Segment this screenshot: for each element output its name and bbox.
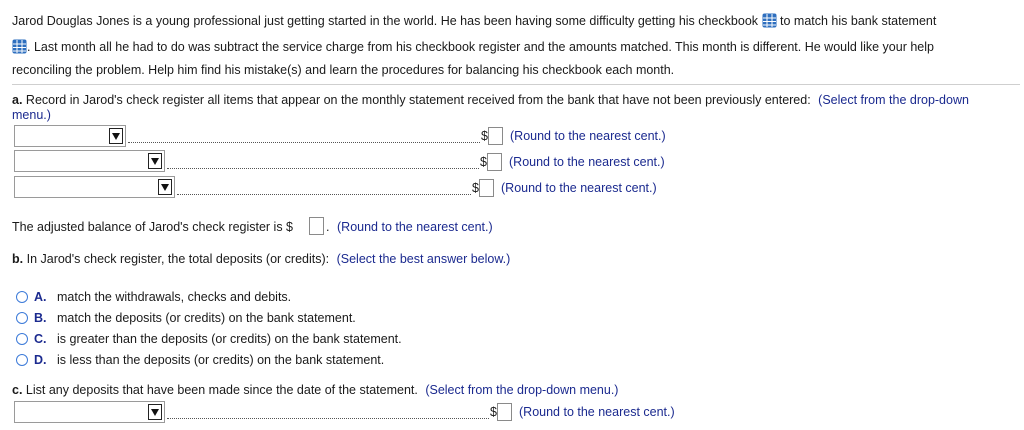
part-b-question: b. In Jarod's check register, the total deposits (or credits): (Select the best answer below.)	[12, 252, 511, 266]
leader-dots	[167, 418, 489, 419]
option-text-c[interactable]: is greater than the deposits (or credits) on the bank statement.	[57, 332, 402, 346]
amount-input-1[interactable]	[488, 127, 503, 145]
leader-dots	[128, 142, 480, 143]
deposit-select[interactable]	[14, 401, 165, 423]
dropdown-arrow-icon	[148, 153, 162, 169]
radio-option-c[interactable]	[16, 333, 28, 345]
option-text-d[interactable]: is less than the deposits (or credits) on the bank statement.	[57, 353, 385, 367]
dropdown-arrow-icon	[109, 128, 123, 144]
currency-symbol: $	[480, 155, 487, 169]
option-text-a[interactable]: match the withdrawals, checks and debits.	[57, 290, 292, 304]
register-item-select-1[interactable]	[14, 125, 126, 147]
option-letter: A.	[34, 290, 47, 304]
intro-line-2: . Last month all he had to do was subtract the service charge from his checkbook register and the amounts matched. This month is different. He would like your help	[12, 39, 934, 54]
amount-input-2[interactable]	[487, 153, 502, 171]
register-item-select-3[interactable]	[14, 176, 175, 198]
table-icon[interactable]	[762, 13, 777, 28]
currency-symbol: $	[490, 405, 497, 419]
radio-option-b[interactable]	[16, 312, 28, 324]
adjusted-balance-label: The adjusted balance of Jarod's check register is $	[12, 220, 294, 234]
option-letter: C.	[34, 332, 47, 346]
radio-option-a[interactable]	[16, 291, 28, 303]
part-a-hint-cont: menu.)	[12, 108, 51, 122]
part-c-question: c. List any deposits that have been made since the date of the statement. (Select from the drop-down menu.)	[12, 383, 619, 397]
leader-dots	[167, 168, 479, 169]
round-hint: (Round to the nearest cent.)	[519, 405, 675, 419]
period: .	[326, 220, 330, 234]
dropdown-arrow-icon	[148, 404, 162, 420]
leader-dots	[177, 194, 471, 195]
dropdown-arrow-icon	[158, 179, 172, 195]
table-icon[interactable]	[12, 39, 27, 54]
intro-line-3: reconciling the problem. Help him find his mistake(s) and learn the procedures for balancing his checkbook each month.	[12, 63, 675, 77]
currency-symbol: $	[481, 129, 488, 143]
deposit-amount-input[interactable]	[497, 403, 512, 421]
divider	[12, 84, 1020, 85]
option-letter: B.	[34, 311, 47, 325]
intro-line-1: Jarod Douglas Jones is a young professional just getting started in the world. He has been having some difficulty getting his checkbook to match his bank statement	[12, 14, 937, 28]
option-letter: D.	[34, 353, 47, 367]
currency-symbol: $	[472, 181, 479, 195]
option-text-b[interactable]: match the deposits (or credits) on the bank statement.	[57, 311, 356, 325]
radio-option-d[interactable]	[16, 354, 28, 366]
amount-input-3[interactable]	[479, 179, 494, 197]
round-hint: (Round to the nearest cent.)	[509, 155, 665, 169]
register-item-select-2[interactable]	[14, 150, 165, 172]
round-hint: (Round to the nearest cent.)	[501, 181, 657, 195]
adjusted-balance-input[interactable]	[309, 217, 324, 235]
round-hint: (Round to the nearest cent.)	[337, 220, 493, 234]
part-a-question: a. Record in Jarod's check register all items that appear on the monthly statement received from the bank that have not been previously entered: (Select from the drop-down	[12, 93, 969, 107]
round-hint: (Round to the nearest cent.)	[510, 129, 666, 143]
